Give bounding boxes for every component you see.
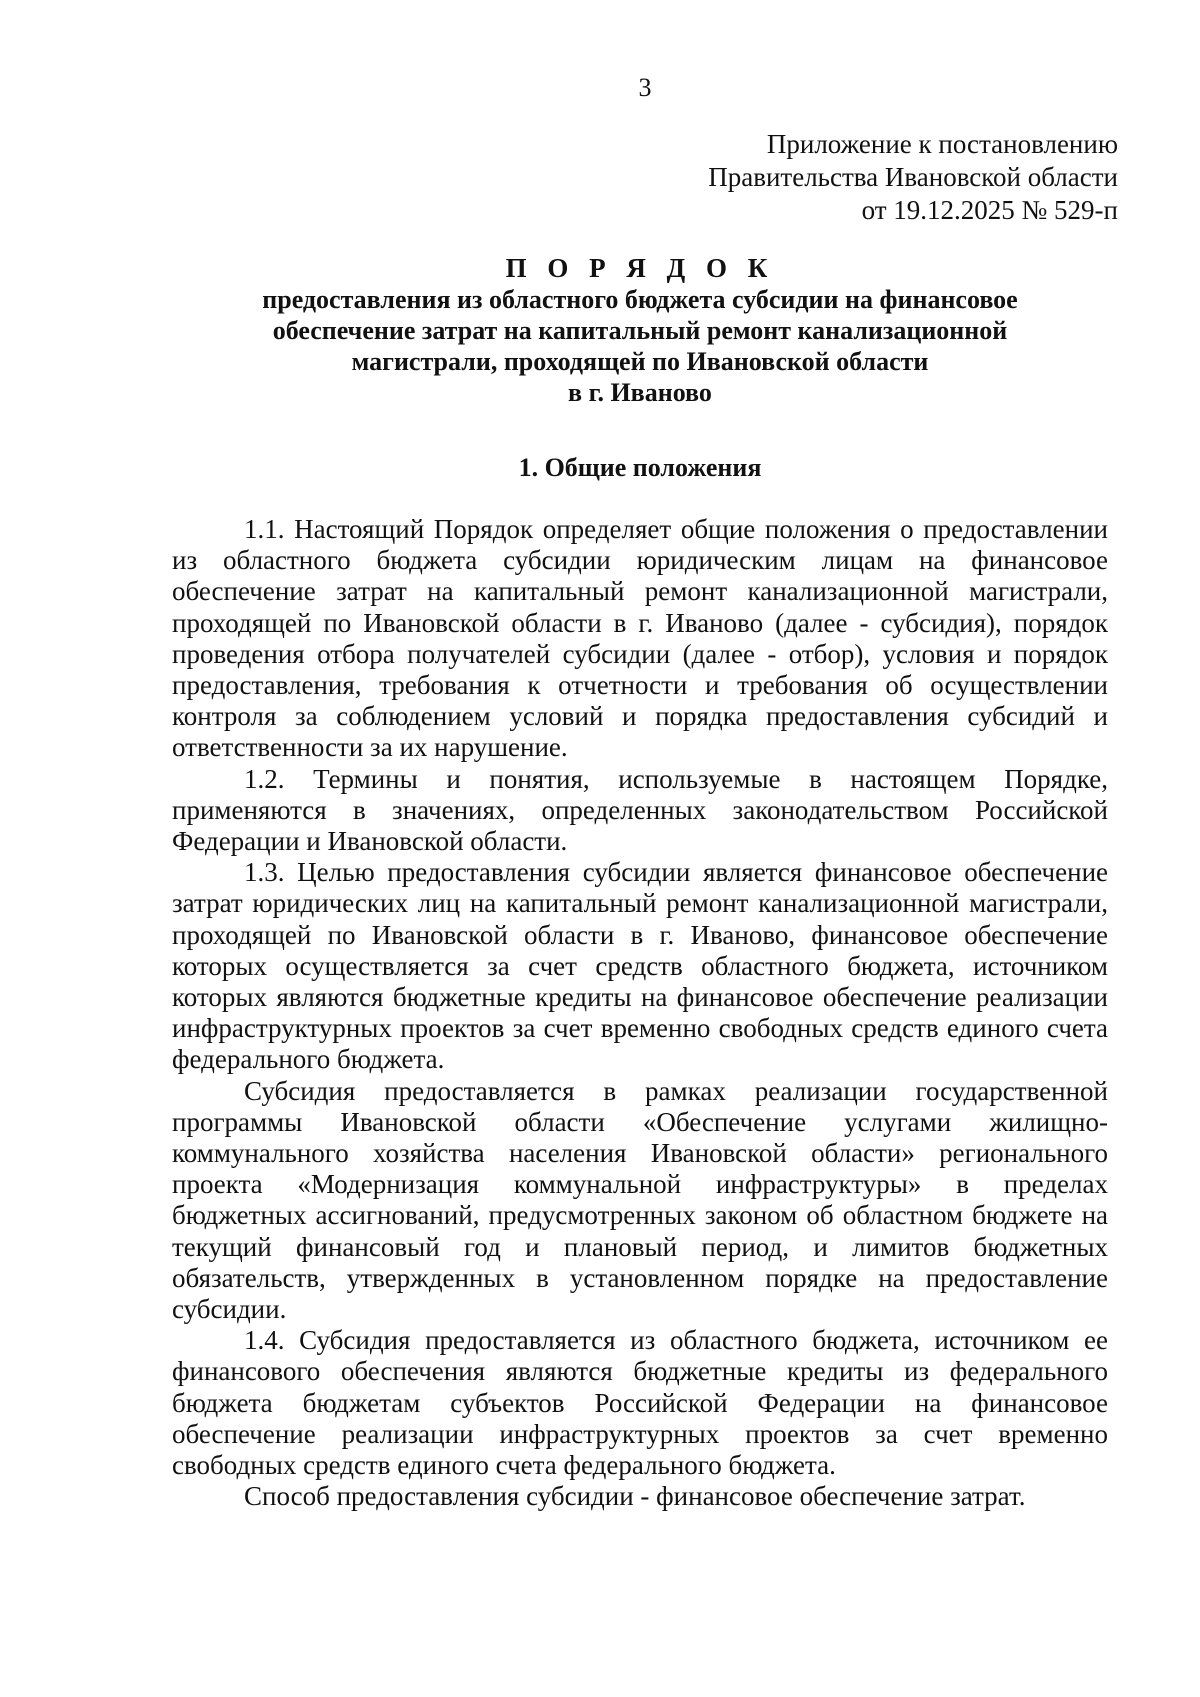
- title-word: П О Р Я Д О К: [505, 253, 775, 283]
- annex-line-2: Правительства Ивановской области: [708, 162, 1118, 192]
- paragraph-1-2: 1.2. Термины и понятия, используемые в настоящем Порядке, применяются в значениях, определенных законодательством Российской Федерации и Ивановской области.: [172, 763, 1108, 857]
- annex-line-1: Приложение к постановлению: [766, 129, 1118, 159]
- title-line-3: магистрали, проходящей по Ивановской области: [351, 347, 929, 376]
- paragraph-subsidy-method: Способ предоставления субсидии - финансовое обеспечение затрат.: [244, 1481, 1026, 1512]
- title-line-2: обеспечение затрат на капитальный ремонт канализационной: [272, 316, 1008, 345]
- paragraph-1-3: 1.3. Целью предоставления субсидии является финансовое обеспечение затрат юридических лиц на капитальный ремонт канализационной магистрали, проходящей по Ивановской области в г. Иваново, финансовое обеспечение которых осуществляется за счет средств областного бюджета, источником которых являются бюджетные кредиты на финансовое обеспечение реализации инфраструктурных проектов за счет временно свободных средств единого счета федерального бюджета.: [172, 857, 1108, 1075]
- annex-block: [598, 128, 1118, 227]
- section-body: [172, 514, 1108, 1513]
- paragraph-1-1: 1.1. Настоящий Порядок определяет общие положения о предоставлении из областного бюджета субсидии юридическим лицам на финансовое обеспечение затрат на капитальный ремонт канализационной магистрали, проходящей по Ивановской области в г. Иваново (далее - субсидия), порядок проведения отбора получателей субсидии (далее - отбор), условия и порядок предоставления, требования к отчетности и требования об осуществлении контроля за соблюдением условий и порядка предоставления субсидий и ответственности за их нарушение.: [172, 514, 1108, 763]
- paragraph-subsidy-program: Субсидия предоставляется в рамках реализации государственной программы Ивановской области «Обеспечение услугами жилищно-коммунального хозяйства населения Ивановской области» регионального проекта «Модернизация коммунальной инфраструктуры» в пределах бюджетных ассигнований, предусмотренных законом об областном бюджете на текущий финансовый год и плановый период, и лимитов бюджетных обязательств, утвержденных в установленном порядке на предоставление субсидии.: [172, 1075, 1108, 1325]
- title-line-4: в г. Иваново: [568, 378, 712, 407]
- page-number: 3: [638, 73, 652, 102]
- document-title: [172, 253, 1108, 408]
- annex-line-3: от 19.12.2025 № 529-п: [861, 195, 1118, 225]
- paragraph-1-4: 1.4. Субсидия предоставляется из областного бюджета, источником ее финансового обеспечения являются бюджетные кредиты из федерального бюджета бюджетам субъектов Российской Федерации на финансовое обеспечение реализации инфраструктурных проектов за счет временно свободных средств единого счета федерального бюджета.: [172, 1325, 1108, 1481]
- section-heading: 1. Общие положения: [518, 453, 762, 482]
- title-line-1: предоставления из областного бюджета субсидии на финансовое: [262, 285, 1018, 314]
